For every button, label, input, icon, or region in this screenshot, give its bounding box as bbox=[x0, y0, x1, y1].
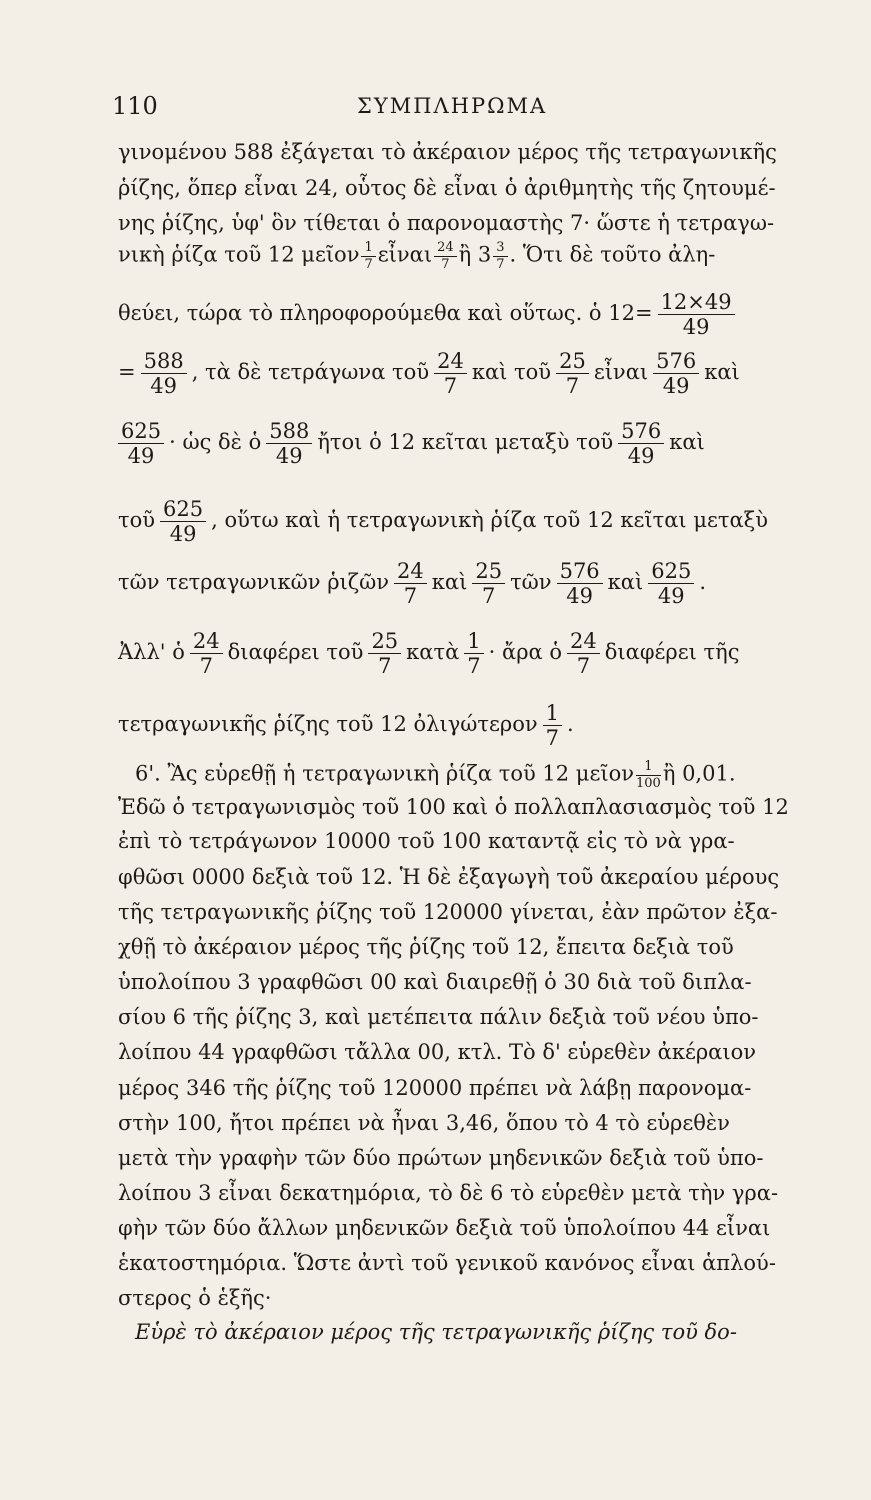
fraction bbox=[557, 560, 603, 607]
text-span: καὶ bbox=[704, 360, 740, 385]
text-span: ἢ 0,01. bbox=[662, 761, 736, 786]
text-line-1: γινομένου 588 ἐξάγεται τὸ ἀκέραιον μέρος τῆς τετραγωνικῆς bbox=[118, 140, 777, 164]
fraction-numerator: 625 bbox=[118, 420, 164, 444]
fraction bbox=[118, 420, 164, 467]
fraction-denominator: 7 bbox=[576, 654, 591, 679]
fraction-numerator: 25 bbox=[368, 630, 401, 654]
fraction-numerator: 1 bbox=[636, 760, 661, 776]
fraction-denominator: 49 bbox=[566, 584, 593, 609]
fraction-denominator: 100 bbox=[635, 775, 661, 791]
fraction bbox=[434, 350, 467, 397]
text-line-16: τῆς τετραγωνικῆς ῥίζης τοῦ 120000 γίνεται, ἐὰν πρῶτον ἐξα- bbox=[118, 900, 778, 924]
text-line-27: στερος ὁ ἑξῆς· bbox=[118, 1286, 272, 1310]
fraction bbox=[653, 350, 699, 397]
text-line-23: μετὰ τὴν γραφὴν τῶν δύο πρώτων μηδενικῶν δεξιὰ τοῦ ὑπο- bbox=[118, 1146, 764, 1170]
fraction bbox=[394, 560, 427, 607]
text-line-5 bbox=[118, 291, 770, 338]
text-line-17: χθῇ τὸ ἀκέραιον μέρος τῆς ῥίζης τοῦ 12, ἔπειτα δεξιὰ τοῦ bbox=[118, 935, 734, 959]
fraction-denominator: 7 bbox=[378, 654, 392, 679]
fraction-numerator: 24 bbox=[190, 630, 223, 654]
fraction-denominator: 49 bbox=[682, 315, 710, 340]
text-line-7 bbox=[118, 420, 770, 467]
fraction-denominator: 7 bbox=[565, 374, 580, 399]
text-line-8 bbox=[118, 498, 770, 545]
text-line-3: νης ῥίζης, ὑφ' ὃν τίθεται ὁ παρονομαστὴς 7· ὥστε ἡ τετραγω- bbox=[118, 211, 775, 235]
fraction bbox=[141, 350, 187, 397]
text-span: νικὴ ῥίζα τοῦ 12 μεῖον bbox=[118, 242, 360, 267]
fraction bbox=[618, 420, 664, 467]
text-span: εἶναι bbox=[377, 242, 433, 267]
text-span: , τὰ δὲ τετράγωνα τοῦ bbox=[191, 360, 430, 385]
text-line-15: φθῶσι 0000 δεξιὰ τοῦ 12. Ἡ δὲ ἐξαγωγὴ τοῦ ἀκεραίου μέρους bbox=[118, 865, 780, 889]
fraction-numerator: 588 bbox=[141, 350, 187, 374]
text-line-26: ἑκατοστημόρια. Ὥστε ἀντὶ τοῦ γενικοῦ κανόνος εἶναι ἁπλού- bbox=[118, 1251, 776, 1275]
text-line-20: λοίπου 44 γραφθῶσι τἄλλα 00, κτλ. Τὸ δ' εὑρεθὲν ἀκέραιον bbox=[118, 1040, 757, 1064]
text-span: = bbox=[118, 360, 136, 385]
fraction bbox=[648, 560, 694, 607]
text-span: εἶναι bbox=[593, 360, 649, 385]
text-line-21: μέρος 346 τῆς ῥίζης τοῦ 120000 πρέπει νὰ λάβῃ παρονομα- bbox=[118, 1076, 752, 1100]
text-line-13: Ἐδῶ ὁ τετραγωνισμὸς τοῦ 100 καὶ ὁ πολλαπλασιασμὸς τοῦ 12 bbox=[118, 795, 789, 819]
fraction bbox=[543, 702, 562, 749]
fraction-denominator: 7 bbox=[403, 584, 418, 609]
fraction-numerator: 24 bbox=[434, 350, 467, 374]
text-span: ἢ 3 bbox=[458, 242, 492, 267]
running-head: ΣΥΜΠΛΗΡΩΜΑ bbox=[357, 94, 548, 118]
text-line-6 bbox=[118, 350, 770, 397]
fraction-denominator: 7 bbox=[482, 584, 496, 609]
fraction-numerator: 588 bbox=[266, 420, 312, 444]
fraction bbox=[464, 630, 483, 677]
fraction-denominator: 7 bbox=[364, 256, 373, 272]
fraction bbox=[636, 760, 661, 790]
text-line-12 bbox=[135, 760, 787, 790]
text-span: κατὰ bbox=[406, 640, 460, 665]
fraction-numerator: 24 bbox=[394, 560, 427, 584]
fraction bbox=[434, 241, 457, 271]
page-header bbox=[112, 92, 772, 122]
text-span: καὶ bbox=[669, 430, 705, 455]
text-line-25: φὴν τῶν δύο ἄλλων μηδενικῶν δεξιὰ τοῦ ὑπολοίπου 44 εἶναι bbox=[118, 1216, 771, 1240]
text-span: ἤτοι ὁ 12 κεῖται μεταξὺ τοῦ bbox=[317, 430, 614, 455]
fraction-denominator: 49 bbox=[169, 522, 197, 547]
fraction-denominator: 49 bbox=[627, 444, 655, 469]
fraction-numerator: 1 bbox=[543, 702, 562, 726]
fraction-numerator: 625 bbox=[648, 560, 694, 584]
fraction bbox=[493, 241, 507, 271]
text-line-4 bbox=[118, 241, 770, 271]
text-span: . bbox=[567, 712, 574, 737]
text-span: τῶν τετραγωνικῶν ῥιζῶν bbox=[118, 570, 390, 595]
text-span: . Ὅτι δὲ τοῦτο ἀλη- bbox=[509, 242, 716, 267]
fraction-denominator: 49 bbox=[275, 444, 303, 469]
text-line-24: λοίπου 3 εἶναι δεκατημόρια, τὸ δὲ 6 τὸ εὑρεθὲν μετὰ τὴν γρα- bbox=[118, 1181, 779, 1205]
fraction-numerator: 25 bbox=[556, 350, 589, 374]
fraction-denominator: 49 bbox=[657, 584, 685, 609]
text-line-18: ὑπολοίπου 3 γραφθῶσι 00 καὶ διαιρεθῇ ὁ 30 διὰ τοῦ διπλα- bbox=[118, 970, 752, 994]
fraction-numerator: 25 bbox=[472, 560, 505, 584]
text-span: 6'. Ἂς εὑρεθῇ ἡ τετραγωνικὴ ῥίζα τοῦ 12 μεῖον bbox=[135, 761, 634, 786]
fraction-denominator: 49 bbox=[150, 374, 178, 399]
text-span: θεύει, τώρα τὸ πληροφορούμεθα καὶ οὕτως. ὁ 12= bbox=[118, 301, 653, 326]
fraction-denominator: 49 bbox=[127, 444, 155, 469]
text-span: καὶ τοῦ bbox=[471, 360, 552, 385]
fraction bbox=[556, 350, 589, 397]
text-span: . bbox=[699, 570, 706, 595]
text-span: τοῦ bbox=[118, 508, 156, 533]
fraction bbox=[266, 420, 312, 467]
fraction-denominator: 7 bbox=[441, 256, 450, 272]
fraction-numerator: 1 bbox=[361, 241, 375, 257]
fraction bbox=[160, 498, 206, 545]
fraction-denominator: 7 bbox=[496, 256, 505, 272]
fraction bbox=[472, 560, 505, 607]
text-line-19: σίου 6 τῆς ῥίζης 3, καὶ μετέπειτα πάλιν δεξιὰ τοῦ νέου ὑπο- bbox=[118, 1005, 759, 1029]
fraction bbox=[368, 630, 401, 677]
fraction-denominator: 7 bbox=[545, 726, 560, 751]
fraction bbox=[658, 291, 735, 338]
fraction-numerator: 576 bbox=[653, 350, 699, 374]
fraction-numerator: 576 bbox=[618, 420, 664, 444]
text-span: καὶ bbox=[607, 570, 644, 595]
fraction bbox=[190, 630, 223, 677]
text-span: τετραγωνικῆς ῥίζης τοῦ 12 ὀλιγώτερον bbox=[118, 712, 538, 737]
fraction-denominator: 7 bbox=[467, 654, 481, 679]
fraction-numerator: 625 bbox=[160, 498, 206, 522]
text-line-22: στὴν 100, ἤτοι πρέπει νὰ ἦναι 3,46, ὅπου τὸ 4 τὸ εὑρεθὲν bbox=[118, 1111, 730, 1135]
page-number: 110 bbox=[112, 92, 158, 120]
fraction-denominator: 7 bbox=[443, 374, 458, 399]
text-span: Ἀλλ' ὁ bbox=[118, 640, 185, 665]
fraction-denominator: 7 bbox=[199, 654, 213, 679]
text-span: διαφέρει τῆς bbox=[604, 640, 740, 665]
text-span: τῶν bbox=[510, 570, 552, 595]
fraction bbox=[361, 241, 375, 271]
text-line-10 bbox=[118, 630, 770, 677]
fraction-denominator: 49 bbox=[662, 374, 690, 399]
text-span: · ὡς δὲ ὁ bbox=[169, 430, 262, 455]
text-line-11 bbox=[118, 702, 770, 749]
fraction-numerator: 3 bbox=[493, 241, 507, 257]
fraction-numerator: 1 bbox=[464, 630, 483, 654]
text-span: , οὕτω καὶ ἡ τετραγωνικὴ ῥίζα τοῦ 12 κεῖται μεταξὺ bbox=[211, 508, 768, 533]
fraction-numerator: 576 bbox=[557, 560, 603, 584]
fraction bbox=[567, 630, 600, 677]
text-span: · ἄρα ὁ bbox=[488, 640, 563, 665]
fraction-numerator: 24 bbox=[434, 241, 457, 257]
fraction-numerator: 12×49 bbox=[658, 291, 735, 315]
text-line-2: ῥίζης, ὅπερ εἶναι 24, οὗτος δὲ εἶναι ὁ ἀριθμητὴς τῆς ζητουμέ- bbox=[118, 176, 776, 200]
text-line-14: ἐπὶ τὸ τετράγωνον 10000 τοῦ 100 καταντᾷ εἰς τὸ νὰ γρα- bbox=[118, 829, 735, 853]
text-line-9 bbox=[118, 560, 770, 607]
fraction-numerator: 24 bbox=[567, 630, 600, 654]
text-line-28: Εὑρὲ τὸ ἀκέραιον μέρος τῆς τετραγωνικῆς ῥίζης τοῦ δο- bbox=[135, 1320, 737, 1344]
text-span: διαφέρει τοῦ bbox=[227, 640, 364, 665]
text-span: καὶ bbox=[431, 570, 468, 595]
